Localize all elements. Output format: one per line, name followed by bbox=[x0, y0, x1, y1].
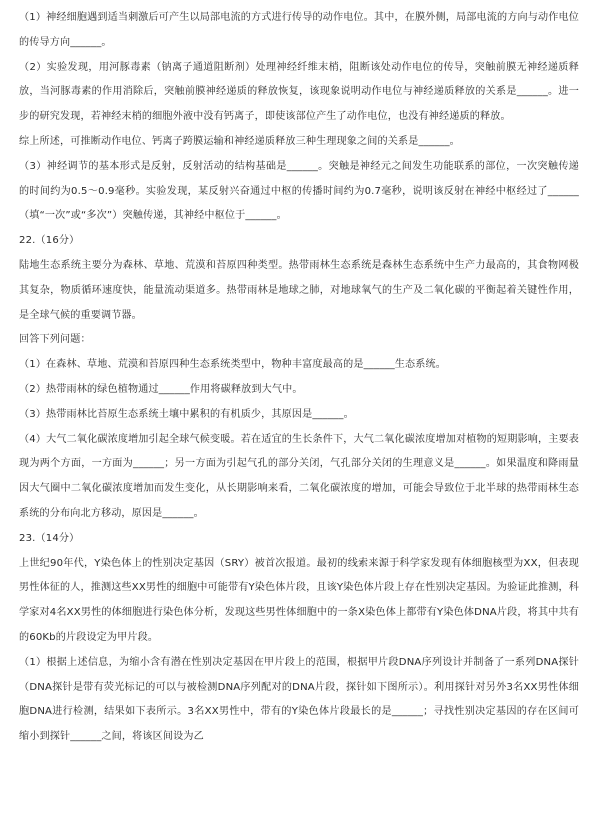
paragraph-q22-2: （2）热带雨林的绿色植物通过______作用将碳释放到大气中。 bbox=[19, 383, 303, 395]
paragraph-q22-prompt: 回答下列问题： bbox=[19, 334, 91, 346]
paragraph-q23-1: （1）根据上述信息，为缩小含有潜在性别决定基因在甲片段上的范围，根据甲片段DNA序列设计并制备了一系列DNA探针（DNA探针是带有荧光标记的可以与被检测DNA序列配对的DNA片段，探针如下图所示）。利用探针对另外3名XX男性体细胞DNA进行检测，结果如下表所示。3名XX男性中，带有的Y染色体片段最长的是______；寻找性别决定基因的存在区间可缩小到探针______之间，将该区间设为乙 bbox=[19, 656, 579, 743]
question-23-heading: 23.（14分） bbox=[19, 532, 80, 544]
paragraph-q22-4: （4）大气二氧化碳浓度增加引起全球气候变暖。若在适宜的生长条件下，大气二氧化碳浓度增加对植物的短期影响，主要表现为两个方面，一方面为______；另一方面为引起气孔的部分关闭，气孔部分关闭的生理意义是______。如果温度和降雨量因大气圈中二氧化碳浓度增加而发生变化，从长期影响来看，二氧化碳浓度的增加，可能会导致位于北半球的热带雨林生态系统的分布向北方移动，原因是______。 bbox=[19, 433, 579, 519]
paragraph-q21-3: （3）神经调节的基本形式是反射，反射活动的结构基础是______。突触是神经元之间发生功能联系的部位，一次突触传递的时间约为0.5～0.9毫秒。实验发现，某反射兴奋通过中枢的传播时间约为0.7毫秒，说明该反射在神经中枢经过了______（填“一次”或“多次”）突触传递，其神经中枢位于______。 bbox=[19, 160, 579, 222]
paragraph-q21-1: （1）神经细胞遇到适当刺激后可产生以局部电流的方式进行传导的动作电位。其中，在膜外侧，局部电流的方向与动作电位的传导方向______。 bbox=[19, 12, 579, 48]
paragraph-q23-intro: 上世纪90年代，Y染色体上的性别决定基因（SRY）被首次报道。最初的线索来源于科学家发现有体细胞核型为XX，但表现男性体征的人，推测这些XX男性的细胞中可能带有Y染色体片段，且该Y染色体片段上存在性别决定基因。为验证此推测，科学家对4名XX男性的体细胞进行染色体分析，发现这些男性体细胞中的一条X染色体上都带有Y染色体DNA片段，将其中共有的60Kb的片段设定为甲片段。 bbox=[19, 557, 579, 643]
paragraph-q21-2: （2）实验发现，用河豚毒素（钠离子通道阻断剂）处理神经纤维末梢，阻断该处动作电位的传导，突触前膜无神经递质释放，当河豚毒素的作用消除后，突触前膜神经递质的释放恢复，该现象说明动作电位与神经递质释放的关系是______。进一步的研究发现，若神经末梢的细胞外液中没有钙离子，即使该部位产生了动作电位，也没有神经递质的释放。 bbox=[19, 61, 579, 123]
paragraph-q22-1: （1）在森林、草地、荒漠和苔原四种生态系统类型中，物种丰富度最高的是______生态系统。 bbox=[19, 359, 447, 371]
paragraph-q22-3: （3）热带雨林比苔原生态系统土壤中累积的有机质少，其原因是______。 bbox=[19, 408, 354, 420]
paragraph-q22-intro: 陆地生态系统主要分为森林、草地、荒漠和苔原四种类型。热带雨林生态系统是森林生态系统中生产力最高的，其食物网极其复杂，物质循环速度快，能量流动渠道多。热带雨林是地球之肺，对地球氧气的生产及二氧化碳的平衡起着关键性作用，是全球气候的重要调节器。 bbox=[19, 259, 579, 321]
paragraph-q21-summary: 综上所述，可推断动作电位、钙离子跨膜运输和神经递质释放三种生理现象之间的关系是______。 bbox=[19, 135, 460, 147]
question-22-heading: 22.（16分） bbox=[19, 235, 80, 247]
